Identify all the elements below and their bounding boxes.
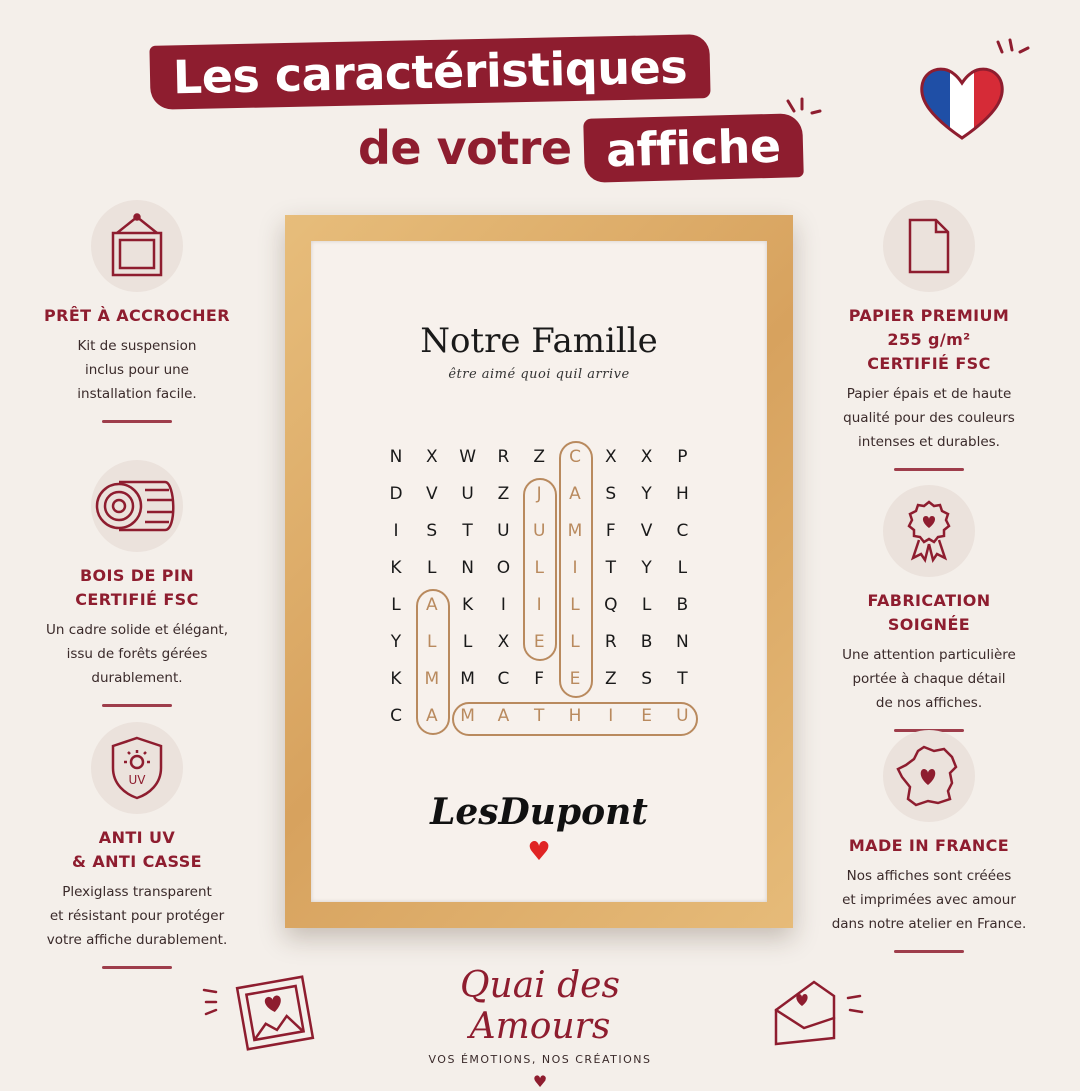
feature-anti-uv <box>22 722 252 969</box>
grid-letter: X <box>497 632 510 652</box>
grid-letter: S <box>641 669 652 689</box>
grid-letter: V <box>425 484 438 504</box>
grid-letter: U <box>461 484 474 504</box>
feature-description: Papier épais et de haute qualité pour des couleurs intenses et durables. <box>843 386 1015 450</box>
grid-letter: A <box>497 706 510 726</box>
grid-letter: N <box>676 632 689 652</box>
header-title-highlight: affiche <box>583 113 803 183</box>
grid-letter: B <box>676 595 689 615</box>
grid-letter: H <box>675 484 689 504</box>
feature-description: Plexiglass transparent et résistant pour protéger votre affiche durablement. <box>46 884 228 948</box>
heart-icon: ♥ <box>532 1072 548 1091</box>
grid-letter: Y <box>641 484 652 504</box>
grid-letter: L <box>677 558 688 578</box>
grid-letter: C <box>497 669 510 689</box>
poster <box>311 241 767 902</box>
grid-letter: H <box>568 706 582 726</box>
grid-letter: D <box>389 484 403 504</box>
grid-letter: C <box>569 447 581 467</box>
grid-letter: M <box>424 669 440 689</box>
grid-letter: X <box>640 447 653 467</box>
feature-title: PRÊT À ACCROCHER <box>44 306 230 325</box>
grid-letter: Y <box>641 558 652 578</box>
grid-letter: L <box>641 595 652 615</box>
grid-letter: U <box>532 521 546 541</box>
grid-letter: I <box>536 595 542 615</box>
feature-ready-to-hang <box>22 200 252 423</box>
grid-letter: Y <box>390 632 402 652</box>
grid-letter: T <box>605 558 616 578</box>
grid-letter: C <box>390 706 402 726</box>
feature-made-in-france <box>814 730 1044 953</box>
grid-letter: Q <box>604 595 618 615</box>
feature-icon-circle <box>91 200 183 292</box>
grid-letter: F <box>605 521 616 541</box>
grid-letter: F <box>534 669 545 689</box>
poster-frame <box>285 215 793 928</box>
grid-letter: L <box>570 595 580 615</box>
brand-tagline: VOS ÉMOTIONS, NOS CRÉATIONS <box>428 1053 652 1066</box>
grid-letter: K <box>462 595 474 615</box>
grid-letter: E <box>641 706 652 726</box>
grid-letter: E <box>569 669 581 689</box>
feature-careful-making <box>814 485 1044 732</box>
feature-description: Nos affiches sont créées et imprimées avec amour dans notre atelier en France. <box>831 868 1027 932</box>
feature-description: Kit de suspension inclus pour une installation facile. <box>77 338 197 402</box>
france-heart-icon <box>912 56 1012 146</box>
grid-letter: N <box>389 447 403 467</box>
feature-title: FABRICATION SOIGNÉE <box>867 591 991 634</box>
feature-title: BOIS DE PIN CERTIFIÉ FSC <box>75 566 199 609</box>
grid-letter: S <box>605 484 617 504</box>
header-title-line-1 <box>149 34 710 110</box>
heart-icon: ♥ <box>527 837 551 867</box>
grid-letter: T <box>677 669 688 689</box>
feature-icon-circle <box>91 722 183 814</box>
photo-frame-heart-icon <box>200 968 320 1058</box>
grid-letter: T <box>533 706 545 726</box>
grid-letter: L <box>534 558 544 578</box>
grid-letter: R <box>604 632 617 652</box>
grid-letter: U <box>676 706 689 726</box>
feature-premium-paper <box>814 200 1044 471</box>
svg-text:UV: UV <box>128 773 146 787</box>
grid-letter: L <box>570 632 580 652</box>
grid-letter: I <box>572 558 578 578</box>
grid-letter: S <box>426 521 438 541</box>
sparkle-icon <box>782 95 822 135</box>
sparkle-icon <box>992 38 1032 68</box>
feature-icon-circle <box>883 730 975 822</box>
grid-letter: L <box>427 558 437 578</box>
grid-letter: C <box>676 521 689 541</box>
brand-logo <box>390 965 690 1091</box>
paper-sheet-icon <box>904 216 954 276</box>
header-title-line-2 <box>358 114 802 182</box>
feature-divider <box>102 420 172 423</box>
feature-divider <box>102 704 172 707</box>
grid-letter: V <box>640 521 653 541</box>
grid-letter: X <box>604 447 617 467</box>
feature-title: ANTI UV & ANTI CASSE <box>72 828 202 871</box>
feature-description: Un cadre solide et élégant, issu de forêts gérées durablement. <box>45 622 229 686</box>
feature-divider <box>102 966 172 969</box>
grid-letter: A <box>569 484 581 504</box>
feature-title: MADE IN FRANCE <box>848 836 1010 855</box>
grid-letter: L <box>462 632 473 652</box>
feature-icon-circle <box>883 485 975 577</box>
header-title-text-1: Les caractéristiques <box>172 39 688 105</box>
feature-divider <box>894 468 964 471</box>
poster-title: Notre Famille <box>420 321 658 361</box>
grid-letter: B <box>640 632 653 652</box>
grid-letter: I <box>608 706 614 726</box>
grid-letter: M <box>567 521 583 541</box>
grid-letter: N <box>461 558 474 578</box>
grid-letter: I <box>500 595 506 615</box>
grid-letter: M <box>460 669 475 689</box>
grid-letter: E <box>533 632 545 652</box>
feature-pine-wood <box>22 460 252 707</box>
grid-letter: X <box>425 447 438 467</box>
grid-letter: I <box>393 521 399 541</box>
grid-letter: J <box>536 484 542 504</box>
feature-divider <box>894 950 964 953</box>
grid-letter: Z <box>497 484 510 504</box>
feature-description: Une attention particulière portée à chaque détail de nos affiches. <box>842 647 1016 711</box>
grid-letter: W <box>459 447 476 467</box>
wood-log-icon <box>95 478 179 534</box>
grid-letter: M <box>460 706 475 726</box>
grid-letter: P <box>677 447 688 467</box>
grid-letter: L <box>427 632 437 652</box>
frame-hanging-icon <box>107 213 167 279</box>
poster-signature: LesDupont <box>430 791 648 833</box>
grid-letter: K <box>390 669 402 689</box>
grid-letter: Z <box>604 669 617 689</box>
love-letter-icon <box>768 968 878 1058</box>
feature-title: PAPIER PREMIUM 255 g/m² CERTIFIÉ FSC <box>848 306 1010 373</box>
grid-letter: Z <box>533 447 546 467</box>
brand-name: Quai des Amours <box>460 965 620 1047</box>
grid-letter: A <box>425 706 438 726</box>
grid-letter: T <box>462 521 473 541</box>
grid-letter: L <box>391 595 401 615</box>
feature-icon-circle <box>883 200 975 292</box>
header-title-text-2: de votre <box>358 121 572 175</box>
grid-letter: K <box>390 558 402 578</box>
uv-shield-icon <box>107 734 167 802</box>
award-ribbon-icon <box>901 498 957 564</box>
feature-icon-circle <box>91 460 183 552</box>
grid-letter: A <box>425 595 438 615</box>
grid-letter: R <box>497 447 510 467</box>
grid-letter: O <box>496 558 511 578</box>
grid-letter: U <box>497 521 510 541</box>
poster-subtitle: être aimé quoi quil arrive <box>448 367 630 382</box>
france-map-icon <box>894 743 964 809</box>
